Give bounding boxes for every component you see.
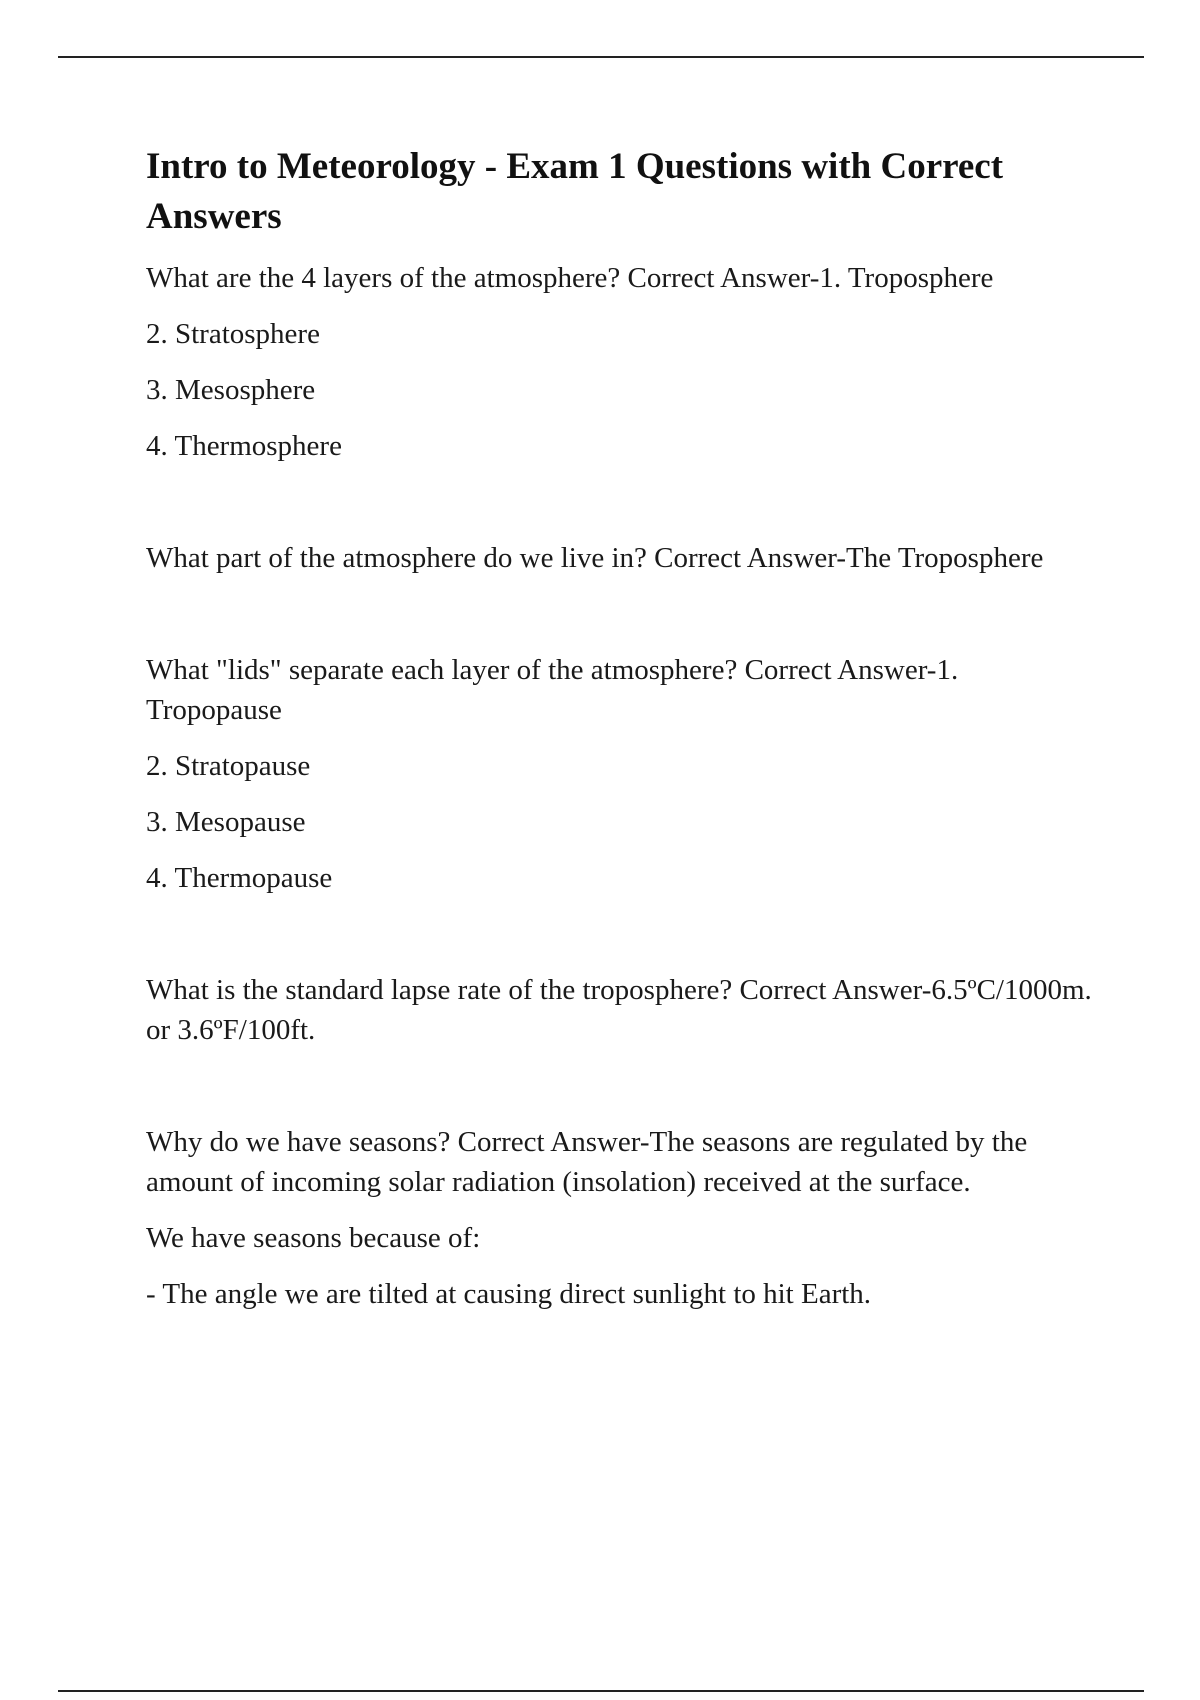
qa-spacer — [146, 914, 1096, 970]
qa-item-lapse-rate — [146, 970, 1096, 1050]
qa-item-seasons — [146, 1122, 1096, 1314]
answer-list-item: 4. Thermosphere — [146, 430, 342, 462]
qa-spacer — [146, 1066, 1096, 1122]
question-answer-text: Why do we have seasons? Correct Answer-The seasons are regulated by the amount of incoming solar radiation (insolation) received at the surface. — [146, 1126, 1028, 1198]
qa-spacer — [146, 594, 1096, 650]
answer-list-item: 4. Thermopause — [146, 862, 333, 894]
page-title: Intro to Meteorology - Exam 1 Questions with Correct Answers — [146, 146, 1004, 237]
qa-item-layers — [146, 258, 1096, 466]
top-divider — [58, 56, 1144, 58]
question-answer-text: What is the standard lapse rate of the troposphere? Correct Answer-6.5ºC/1000m. or 3.6ºF/100ft. — [146, 974, 1092, 1046]
answer-paragraph: We have seasons because of: — [146, 1222, 481, 1254]
question-answer-text: What "lids" separate each layer of the atmosphere? Correct Answer-1. Tropopause — [146, 654, 959, 726]
question-answer-text: What are the 4 layers of the atmosphere? Correct Answer-1. Troposphere — [146, 262, 994, 294]
qa-item-live-in — [146, 538, 1096, 578]
question-answer-text: What part of the atmosphere do we live in? Correct Answer-The Troposphere — [146, 542, 1044, 574]
qa-spacer — [146, 482, 1096, 538]
answer-list-item: - The angle we are tilted at causing direct sunlight to hit Earth. — [146, 1278, 872, 1310]
bottom-divider — [58, 1690, 1144, 1692]
document-body — [146, 142, 1096, 1330]
answer-list-item: 3. Mesopause — [146, 806, 306, 838]
answer-list-item: 2. Stratopause — [146, 750, 311, 782]
qa-item-lids — [146, 650, 1096, 898]
answer-list-item: 2. Stratosphere — [146, 318, 320, 350]
answer-list-item: 3. Mesosphere — [146, 374, 316, 406]
